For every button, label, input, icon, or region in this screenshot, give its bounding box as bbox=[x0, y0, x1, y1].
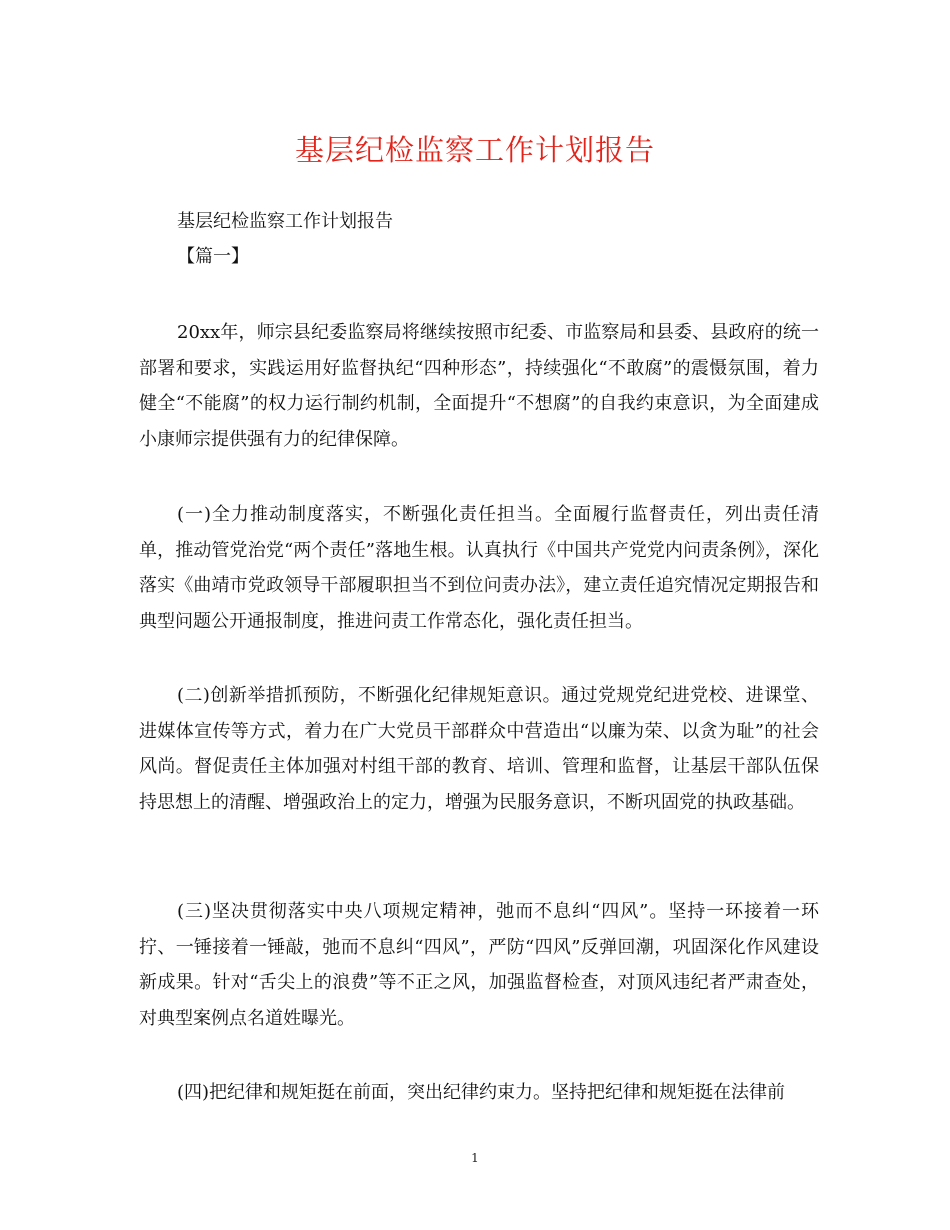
paragraph-intro: 20xx年，师宗县纪委监察局将继续按照市纪委、市监察局和县委、县政府的统一部署和要求，实践运用好监督执纪“四种形态”，持续强化“不敢腐”的震慑氛围，着力健全“不能腐”的权力运行制约机制，全面提升“不想腐”的自我约束意识，为全面建成小康师宗提供强有力的纪律保障。 bbox=[139, 322, 819, 450]
paragraph-item-2: (二)创新举措抓预防，不断强化纪律规矩意识。通过党规党纪进党校、进课堂、进媒体宣传等方式，着力在广大党员干部群众中营造出“以廉为荣、以贪为耻”的社会风尚。督促责任主体加强对村组干部的教育、培训、管理和监督，让基层干部队伍保持思想上的清醒、增强政治上的定力，增强为民服务意识，不断巩固党的执政基础。 bbox=[139, 685, 819, 813]
paragraph-item-4: (四)把纪律和规矩挺在前面，突出纪律约束力。坚持把纪律和规矩挺在法律前 bbox=[177, 1082, 786, 1103]
section-marker: 【篇一】 bbox=[177, 246, 249, 267]
document-title: 基层纪检监察工作计划报告 bbox=[294, 133, 655, 167]
page-number: 1 bbox=[471, 1151, 479, 1165]
paragraph-item-1: (一)全力推动制度落实，不断强化责任担当。全面履行监督责任，列出责任清单，推动管党治党“两个责任”落地生根。认真执行《中国共产党党内问责条例》，深化落实《曲靖市党政领导干部履职担当不到位问责办法》，建立责任追究情况定期报告和典型问题公开通报制度，推进问责工作常态化，强化责任担当。 bbox=[139, 504, 819, 632]
document-subtitle: 基层纪检监察工作计划报告 bbox=[177, 211, 393, 232]
paragraph-item-3: (三)坚决贯彻落实中央八项规定精神，弛而不息纠“四风”。坚持一环接着一环拧、一锤接着一锤敲，弛而不息纠“四风”，严防“四风”反弹回潮，巩固深化作风建设新成果。针对“舌尖上的浪费”等不正之风，加强监督检查，对顶风违纪者严肃查处，对典型案例点名道姓曝光。 bbox=[139, 901, 819, 1029]
